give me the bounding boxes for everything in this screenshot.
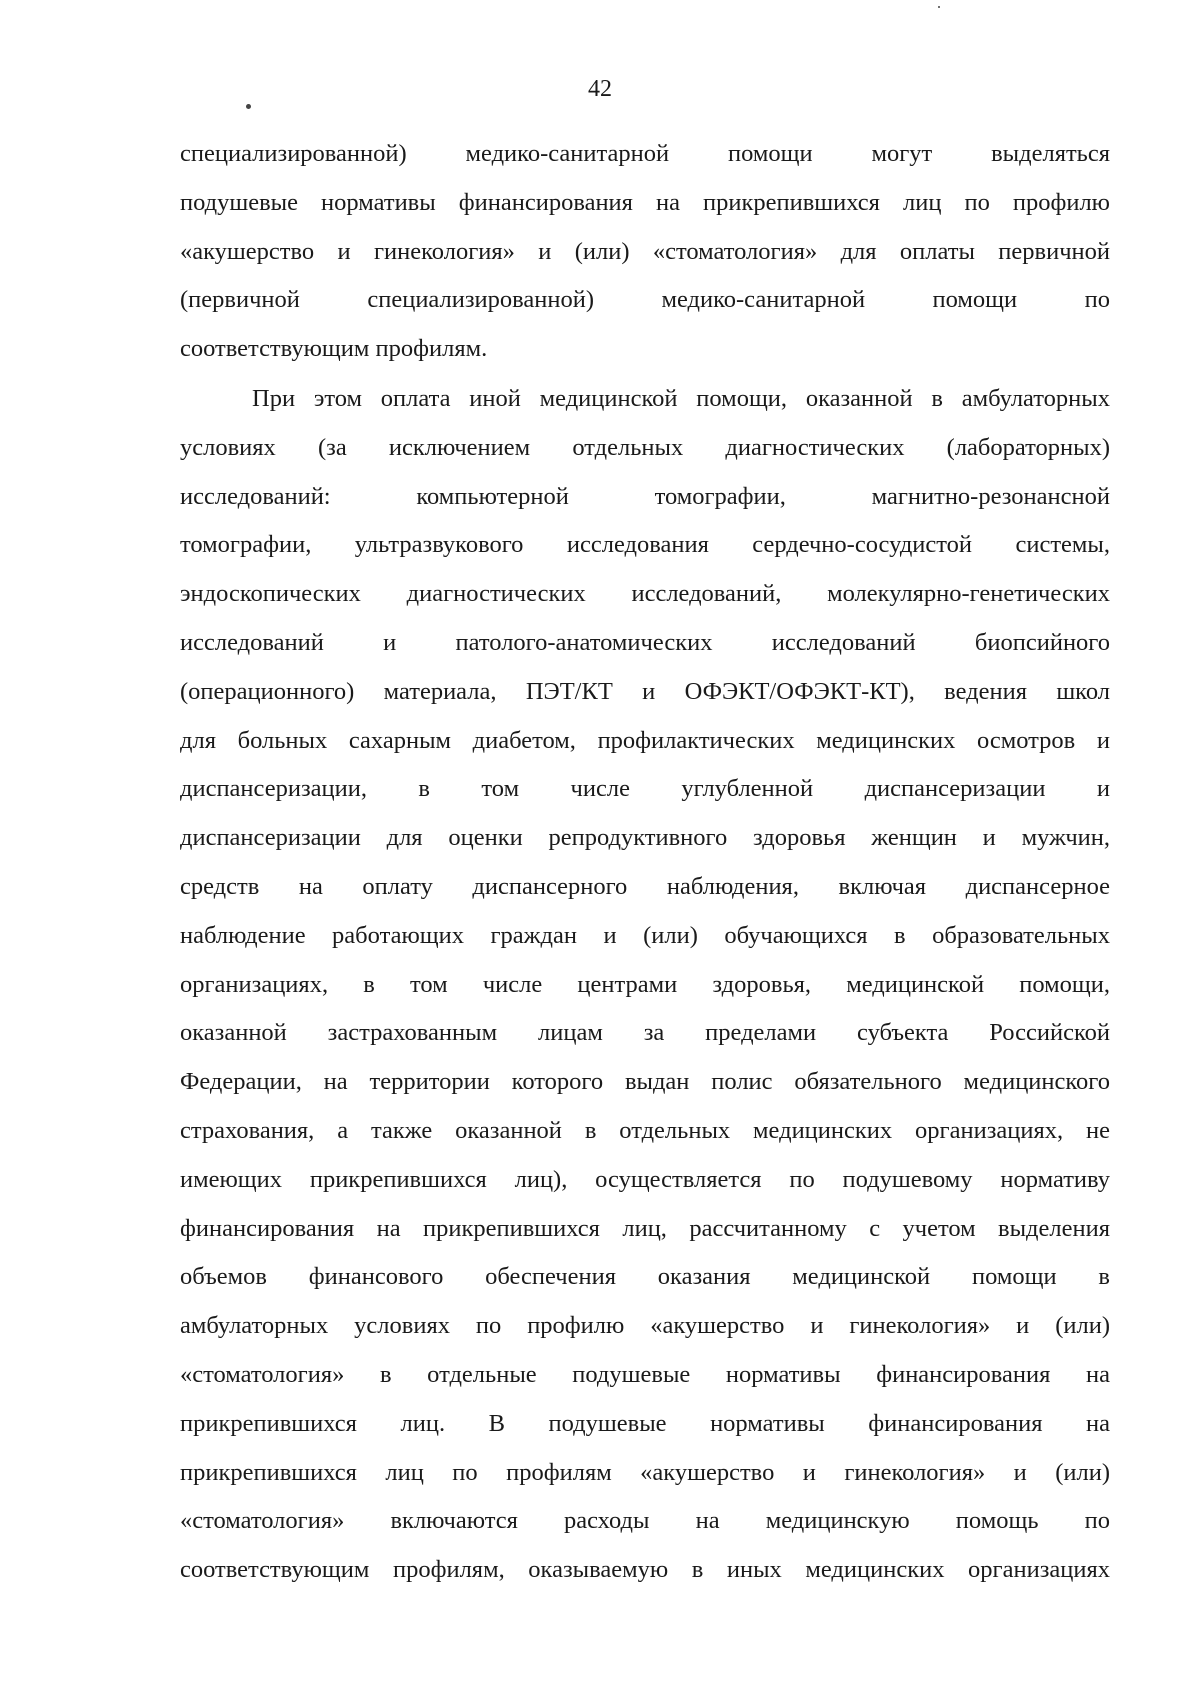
- text-line: диспансеризации для оценки репродуктивного здоровья женщин и мужчин,: [180, 824, 1110, 852]
- text-line: организациях, в том числе центрами здоровья, медицинской помощи,: [180, 970, 1110, 998]
- text-line: диспансеризации, в том числе углубленной диспансеризации и: [180, 775, 1110, 803]
- text-line: При этом оплата иной медицинской помощи, оказанной в амбулаторных: [252, 385, 1110, 412]
- text-line: средств на оплату диспансерного наблюдения, включая диспансерное: [180, 872, 1110, 900]
- scan-speck: [246, 104, 251, 109]
- text-line: соответствующим профилям.: [180, 335, 488, 363]
- text-line: соответствующим профилям, оказываемую в иных медицинских организациях: [180, 1556, 1110, 1584]
- text-line: «стоматология» включаются расходы на медицинскую помощь по: [180, 1507, 1110, 1535]
- text-line: страхования, а также оказанной в отдельных медицинских организациях, не: [180, 1116, 1110, 1144]
- text-line: оказанной застрахованным лицам за пределами субъекта Российской: [180, 1019, 1110, 1047]
- text-line: специализированной) медико-санитарной помощи могут выделяться: [180, 140, 1110, 167]
- paragraph-payment: [180, 375, 1110, 1595]
- page-number: 42: [588, 76, 612, 102]
- text-line: объемов финансового обеспечения оказания медицинской помощи в: [180, 1263, 1110, 1291]
- text-line: исследований и патолого-анатомических исследований биопсийного: [180, 628, 1110, 656]
- paragraph-continuation: [180, 130, 1110, 374]
- text-line: эндоскопических диагностических исследований, молекулярно-генетических: [180, 580, 1110, 608]
- scan-speck: [938, 6, 940, 8]
- text-line: «акушерство и гинекология» и (или) «стоматология» для оплаты первичной: [180, 237, 1110, 265]
- text-line: исследований: компьютерной томографии, магнитно-резонансной: [180, 482, 1110, 510]
- text-line: финансирования на прикрепившихся лиц, рассчитанному с учетом выделения: [180, 1214, 1110, 1242]
- text-line: (операционного) материала, ПЭТ/КТ и ОФЭКТ/ОФЭКТ-КТ), ведения школ: [180, 677, 1110, 705]
- text-line: имеющих прикрепившихся лиц), осуществляется по подушевому нормативу: [180, 1165, 1110, 1193]
- text-line: прикрепившихся лиц. В подушевые нормативы финансирования на: [180, 1409, 1110, 1437]
- text-line: для больных сахарным диабетом, профилактических медицинских осмотров и: [180, 726, 1110, 754]
- text-line: прикрепившихся лиц по профилям «акушерство и гинекология» и (или): [180, 1458, 1110, 1486]
- text-line: условиях (за исключением отдельных диагностических (лабораторных): [180, 433, 1110, 461]
- text-line: «стоматология» в отдельные подушевые нормативы финансирования на: [180, 1360, 1110, 1388]
- text-line: подушевые нормативы финансирования на прикрепившихся лиц по профилю: [180, 188, 1110, 216]
- text-line: (первичной специализированной) медико-санитарной помощи по: [180, 286, 1110, 314]
- text-line: амбулаторных условиях по профилю «акушерство и гинекология» и (или): [180, 1312, 1110, 1340]
- text-line: Федерации, на территории которого выдан полис обязательного медицинского: [180, 1068, 1110, 1096]
- text-line: томографии, ультразвукового исследования сердечно-сосудистой системы,: [180, 531, 1110, 559]
- text-line: наблюдение работающих граждан и (или) обучающихся в образовательных: [180, 921, 1110, 949]
